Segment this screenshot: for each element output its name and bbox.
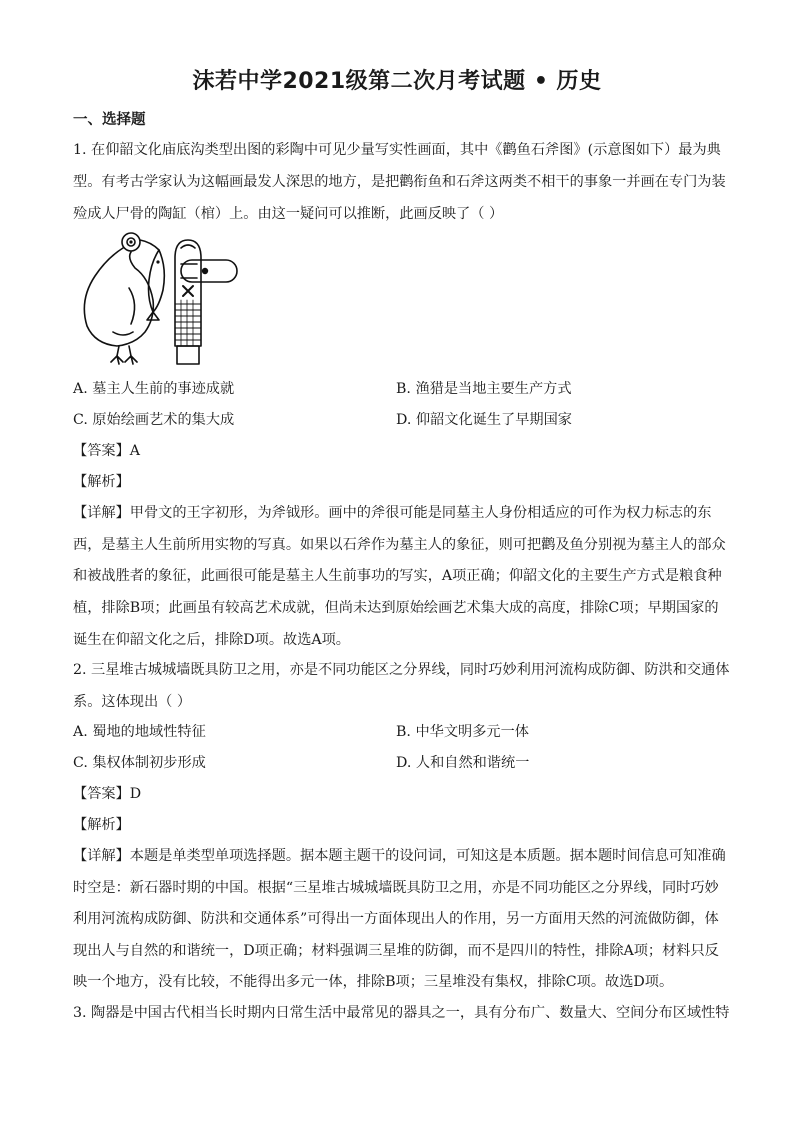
stork-feet — [111, 356, 137, 364]
q2-option-b[interactable]: B. 中华文明多元一体 — [396, 724, 529, 740]
axe-x-mark — [183, 286, 193, 296]
q1-analysis-label: 【解析】 — [73, 474, 130, 490]
q1-detail-line-2: 西，是墓主人生前所用实物的写真。如果以石斧作为墓主人的象征，则可把鹳及鱼分别视为墓主人的部众 — [73, 537, 726, 553]
q1-detail-line-4: 植，排除B项；此画虽有较高艺术成就，但尚未达到原始绘画艺术集大成的高度，排除C项；早期国家的 — [73, 600, 719, 616]
stork-fish-axe-illustration — [73, 228, 243, 368]
q1-answer: 【答案】A — [73, 443, 140, 459]
q2-detail-line-3: 利用河流构成防御、防洪和交通体系”可得出一方面体现出人的作用，另一方面用天然的河流做防御，体 — [73, 911, 719, 927]
q2-analysis-label: 【解析】 — [73, 817, 130, 833]
fish-eye — [156, 260, 159, 263]
q2-option-a[interactable]: A. 蜀地的地域性特征 — [73, 724, 206, 740]
q1-option-d[interactable]: D. 仰韶文化诞生了早期国家 — [396, 412, 572, 428]
q2-answer: 【答案】D — [73, 786, 142, 802]
stork-fish-axe-figure — [73, 228, 243, 368]
q1-detail-line-5: 诞生在仰韶文化之后，排除D项。故选A项。 — [73, 632, 350, 648]
axe-binding — [181, 264, 197, 278]
q2-option-c[interactable]: C. 集权体制初步形成 — [73, 755, 206, 771]
q2-detail-line-1: 【详解】本题是单类型单项选择题。据本题主题干的设问词，可知这是本质题。据本题时间信息可知准确 — [73, 848, 726, 864]
axe-handle-top — [181, 245, 195, 248]
fish-body — [149, 250, 165, 312]
stork-wing — [129, 288, 135, 324]
section-heading: 一、选择题 — [73, 112, 146, 128]
q1-stem-line-1: 1. 在仰韶文化庙底沟类型出图的彩陶中可见少量写实性画面，其中《鹳鱼石斧图》(示意图如下）最为典 — [73, 142, 721, 158]
q2-option-d[interactable]: D. 人和自然和谐统一 — [396, 755, 530, 771]
stork-wing-line — [113, 332, 133, 335]
q1-option-c[interactable]: C. 原始绘画艺术的集大成 — [73, 412, 235, 428]
q1-stem-line-3: 殓成人尸骨的陶缸（棺）上。由这一疑问可以推断，此画反映了（ ） — [73, 206, 504, 222]
q1-option-a[interactable]: A. 墓主人生前的事迹成就 — [73, 381, 235, 397]
q1-stem-line-2: 型。有考古学家认为这幅画最发人深思的地方，是把鹳衔鱼和石斧这两类不相干的事象一并画在专门为装 — [73, 174, 726, 190]
q1-detail-line-3: 和被战胜者的象征，此画很可能是墓主人生前事功的写实，A项正确；仰韶文化的主要生产方式是粮食种 — [73, 568, 722, 584]
page-title: 沫若中学2021级第二次月考试题 • 历史 — [192, 69, 602, 94]
q2-detail-line-4: 现出人与自然的和谐统一，D项正确；材料强调三星堆的防御，而不是四川的特性，排除A项；材料只反 — [73, 943, 719, 959]
axe-base — [177, 346, 199, 364]
axe-hole — [202, 268, 208, 274]
stork-body — [84, 248, 153, 346]
q2-stem-line-1: 2. 三星堆古城城墙既具防卫之用，亦是不同功能区之分界线，同时巧妙利用河流构成防御、防洪和交通体 — [73, 662, 730, 678]
stork-beak — [140, 240, 159, 250]
stork-legs — [117, 346, 131, 356]
axe-handle — [175, 240, 201, 346]
q3-stem-line-1: 3. 陶器是中国古代相当长时期内日常生活中最常见的器具之一，具有分布广、数量大、空间分布区域性特 — [73, 1005, 730, 1021]
q1-detail-line-1: 【详解】甲骨文的王字初形，为斧钺形。画中的斧很可能是同墓主人身份相适应的可作为权力标志的东 — [73, 505, 712, 521]
axe-handle-hatch-vertical — [181, 300, 193, 346]
axe-handle-hatch — [175, 304, 201, 340]
q1-option-b[interactable]: B. 渔猎是当地主要生产方式 — [396, 381, 572, 397]
q2-stem-line-2: 系。这体现出（ ） — [73, 694, 192, 710]
q2-detail-line-2: 时空是：新石器时期的中国。根据“三星堆古城城墙既具防卫之用，亦是不同功能区之分界线，同时巧妙 — [73, 880, 719, 896]
q2-detail-line-5: 映一个地方，没有比较，不能得出多元一体，排除B项；三星堆没有集权，排除C项。故选D项。 — [73, 974, 674, 990]
stork-pupil — [129, 240, 132, 243]
